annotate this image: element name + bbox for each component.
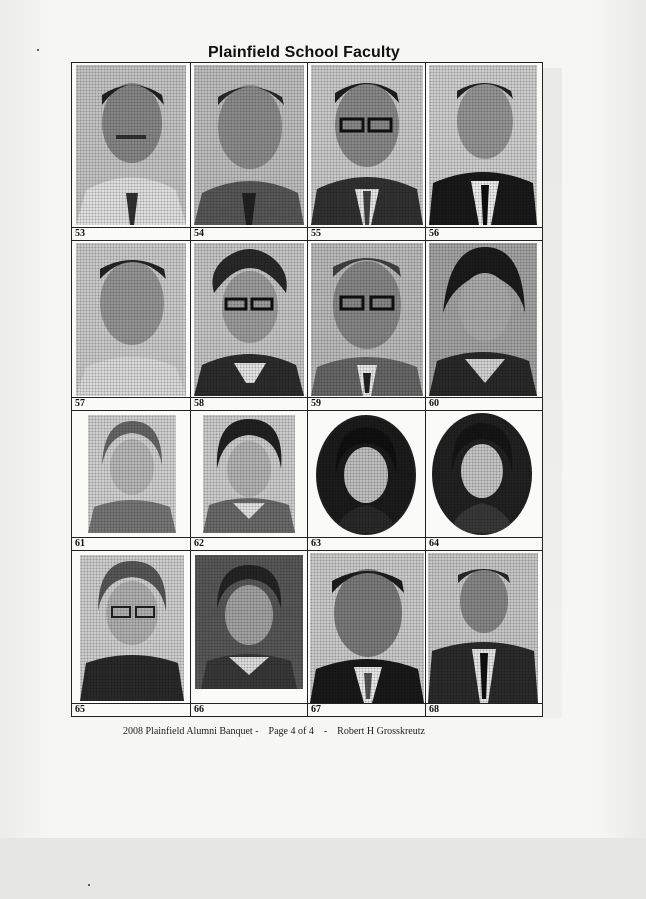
portrait-photo [88,415,176,533]
portrait-photo [316,415,416,535]
portrait-photo [194,65,304,225]
footer-page: Page 4 of 4 [268,726,314,737]
portrait-number: 66 [194,704,204,715]
faculty-photo-grid [71,62,543,717]
portrait-number: 63 [311,538,321,549]
page-footer [123,726,523,737]
portrait-photo [311,65,423,225]
portrait-photo [76,243,186,396]
portrait-photo [311,243,423,396]
portrait-cell [308,411,426,551]
portrait-photo [194,243,304,396]
footer-separator: - [323,726,328,737]
portrait-photo [76,65,186,225]
portrait-cell [426,551,542,716]
portrait-cell [72,241,191,411]
portrait-number: 53 [75,228,85,239]
scan-edge [0,838,646,899]
portrait-number: 65 [75,704,85,715]
portrait-photo [432,413,532,535]
portrait-cell [426,63,542,241]
portrait-cell [72,551,191,716]
portrait-cell [308,241,426,411]
portrait-number: 57 [75,398,85,409]
portrait-photo [203,415,295,533]
bleed-through-shadow [540,68,562,718]
portrait-photo [310,553,424,703]
portrait-number: 64 [429,538,439,549]
portrait-cell [72,63,191,241]
portrait-number: 59 [311,398,321,409]
portrait-number: 62 [194,538,204,549]
portrait-photo [195,555,303,689]
portrait-photo [80,555,184,701]
portrait-photo [428,553,538,703]
portrait-number: 55 [311,228,321,239]
portrait-number: 60 [429,398,439,409]
portrait-cell [191,241,308,411]
portrait-cell [426,241,542,411]
portrait-number: 58 [194,398,204,409]
portrait-photo [429,243,537,396]
page-title: Plainfield School Faculty [208,44,400,61]
portrait-number: 56 [429,228,439,239]
portrait-number: 54 [194,228,204,239]
portrait-cell [191,63,308,241]
portrait-cell [72,411,191,551]
portrait-photo [429,65,537,225]
scan-speck [37,49,39,51]
portrait-number: 67 [311,704,321,715]
portrait-cell [426,411,542,551]
portrait-cell [308,63,426,241]
footer-event: 2008 Plainfield Alumni Banquet - [123,726,259,737]
portrait-number: 68 [429,704,439,715]
portrait-cell [308,551,426,716]
portrait-cell [191,551,308,716]
footer-author: Robert H Grosskreutz [337,726,425,737]
portrait-number: 61 [75,538,85,549]
scan-speck [88,884,90,886]
portrait-cell [191,411,308,551]
